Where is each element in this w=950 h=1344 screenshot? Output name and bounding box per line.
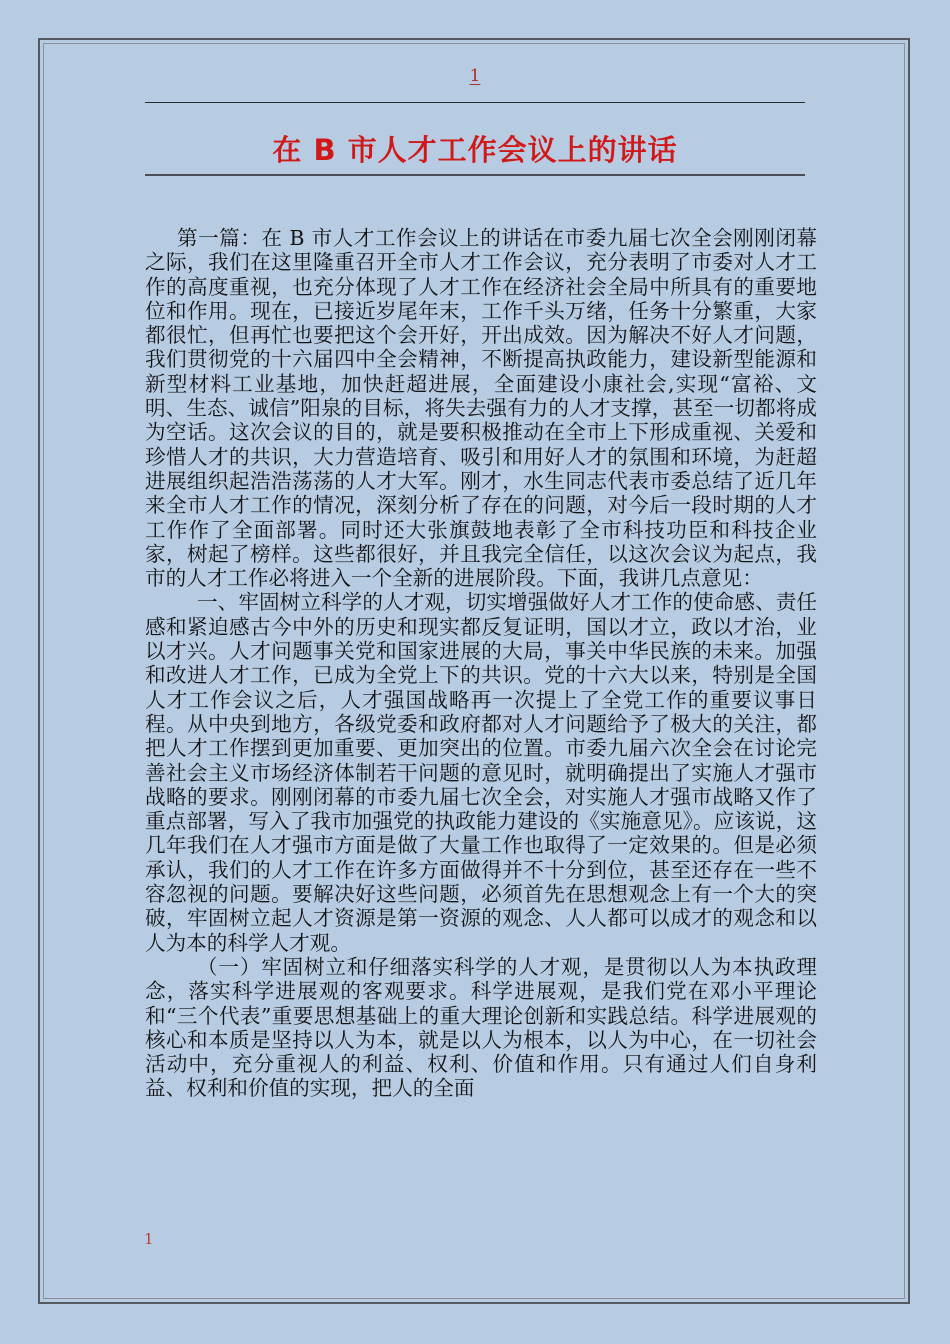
header-page-number: 1 — [469, 66, 481, 86]
footer-page-number: 1 — [144, 1230, 154, 1248]
header-divider — [145, 102, 805, 103]
paragraph-subsection-one: （一）牢固树立和仔细落实科学的人才观，是贯彻以人为本执政理念，落实科学进展观的客观要求。科学进展观，是我们党在邓小平理论和“三个代表”重要思想基础上的重大理论创新和实践总结。科学进展观的核心和本质是坚持以人为本，就是以人为根本，以人为中心，在一切社会活动中，充分重视人的利益、权利、价值和作用。只有通过人们自身利益、权利和价值的实现，把人的全面 — [145, 954, 817, 1101]
title-divider — [145, 174, 805, 176]
document-body — [145, 226, 817, 1101]
paragraph-intro: 第一篇：在 B 市人才工作会议上的讲话在市委九届七次全会刚刚闭幕之际，我们在这里隆重召开全市人才工作会议，充分表明了市委对人才工作的高度重视，也充分体现了人才工作在经济社会全局中所具有的重要地位和作用。现在，已接近岁尾年末，工作千头万绪，任务十分繁重，大家都很忙，但再忙也要把这个会开好，开出成效。因为解决不好人才问题，我们贯彻党的十六届四中全会精神，不断提高执政能力，建设新型能源和新型材料工业基地，加快赶超进展，全面建设小康社会,实现“富裕、文明、生态、诚信”阳泉的目标，将失去强有力的人才支撑，甚至一切都将成为空话。这次会议的目的，就是要积极推动在全市上下形成重视、关爱和珍惜人才的共识，大力营造培育、吸引和用好人才的氛围和环境，为赶超进展组织起浩浩荡荡的人才大军。刚才，水生同志代表市委总结了近几年来全市人才工作的情况，深刻分析了存在的问题，对今后一段时期的人才工作作了全面部署。同时还大张旗鼓地表彰了全市科技功臣和科技企业家，树起了榜样。这些都很好，并且我完全信任，以这次会议为起点，我市的人才工作必将进入一个全新的进展阶段。下面，我讲几点意见： — [145, 226, 817, 591]
paragraph-section-one: 一、牢固树立科学的人才观，切实增强做好人才工作的使命感、责任感和紧迫感古今中外的历史和现实都反复证明，国以才立，政以才治，业以才兴。人才问题事关党和国家进展的大局，事关中华民族的未来。加强和改进人才工作，已成为全党上下的共识。党的十六大以来，特别是全国人才工作会议之后，人才强国战略再一次提上了全党工作的重要议事日程。从中央到地方，各级党委和政府都对人才问题给予了极大的关注，都把人才工作摆到更加重要、更加突出的位置。市委九届六次全会在讨论完善社会主义市场经济体制若干问题的意见时，就明确提出了实施人才强市战略的要求。刚刚闭幕的市委九届七次全会，对实施人才强市战略又作了重点部署，写入了我市加强党的执政能力建设的《实施意见》。应该说，这几年我们在人才强市方面是做了大量工作也取得了一定效果的。但是必须承认，我们的人才工作在许多方面做得并不十分到位，甚至还存在一些不容忽视的问题。要解决好这些问题，必须首先在思想观念上有一个大的突破，牢固树立起人才资源是第一资源的观念、人人都可以成才的观念和以人为本的科学人才观。 — [145, 590, 817, 955]
document-title: 在 B 市人才工作会议上的讲话 — [272, 133, 678, 167]
